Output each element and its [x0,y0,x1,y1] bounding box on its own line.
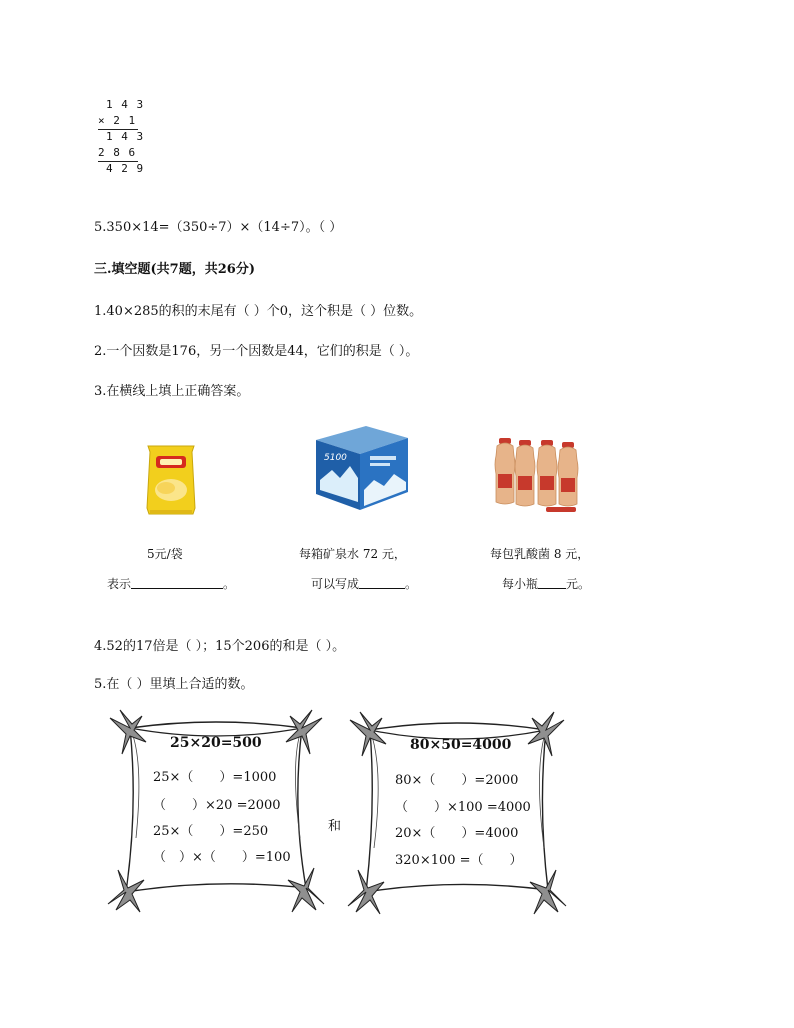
calc-row-2: × 2 1 [98,114,137,127]
pin-top-left [110,710,146,754]
left-board-title: 25×20=500 [170,735,262,751]
fill-question-1: 1.40×285的积的末尾有（ ）个0，这个积是（ ）位数。 [94,304,423,319]
yogurt-answer-suffix: 元。 [566,577,591,591]
chips-answer-line [107,575,235,592]
left-board-line-4: （ ）×（ ）=100 [153,850,291,865]
yogurt-price: 每包乳酸菌 8 元， [490,547,590,561]
judge-item-5: 5.350×14=（350÷7）×（14÷7）。（ ） [94,220,343,235]
water-box-icon [310,420,410,512]
chips-answer-suffix: 。 [223,577,236,591]
right-board-line-1: 80×（ ）=2000 [395,773,519,788]
water-price: 每箱矿泉水 72 元， [299,547,406,561]
right-board-line-3: 20×（ ）=4000 [395,826,519,841]
chips-price: 5元/袋 [147,547,183,561]
yogurt-bottles-icon [494,434,580,514]
section-title: 三.填空题(共7题，共26分) [94,262,255,277]
fill-question-2: 2.一个因数是176，另一个因数是44，它们的积是（ ）。 [94,344,419,359]
fill-question-5: 5.在（ ）里填上合适的数。 [94,677,254,692]
calc-row-5: 4 2 9 [106,162,145,175]
yogurt-answer-prefix: 每小瓶 [502,577,539,591]
yogurt-answer-blank[interactable] [538,576,566,589]
right-board-title: 80×50=4000 [410,737,512,753]
left-board [102,708,330,918]
water-answer-line [311,575,417,592]
left-board-line-3: 25×（ ）=250 [153,824,269,839]
yogurt-answer-line [502,575,590,592]
right-board-line-2: （ ）×100 =4000 [395,800,531,815]
water-answer-prefix: 可以写成 [311,577,360,591]
water-answer-suffix: 。 [405,577,418,591]
calc-row-4: 2 8 6 [98,146,137,159]
calc-row-3: 1 4 3 [106,130,145,143]
chips-answer-blank[interactable] [131,576,223,589]
chips-bag-icon [144,444,198,516]
fill-question-4: 4.52的17倍是（ ）；15个206的和是（ ）。 [94,639,346,654]
water-answer-blank[interactable] [359,576,405,589]
right-board-line-4: 320×100 =（ ） [395,853,523,868]
svg-text:5100: 5100 [324,453,347,463]
chips-answer-prefix: 表示 [107,577,132,591]
left-board-line-2: （ ）×20 =2000 [153,798,281,813]
connector-text: 和 [328,819,342,834]
calc-row-1: 1 4 3 [106,98,145,111]
right-board [344,708,570,918]
fill-question-3: 3.在横线上填上正确答案。 [94,384,250,399]
left-board-line-1: 25×（ ）=1000 [153,770,277,785]
